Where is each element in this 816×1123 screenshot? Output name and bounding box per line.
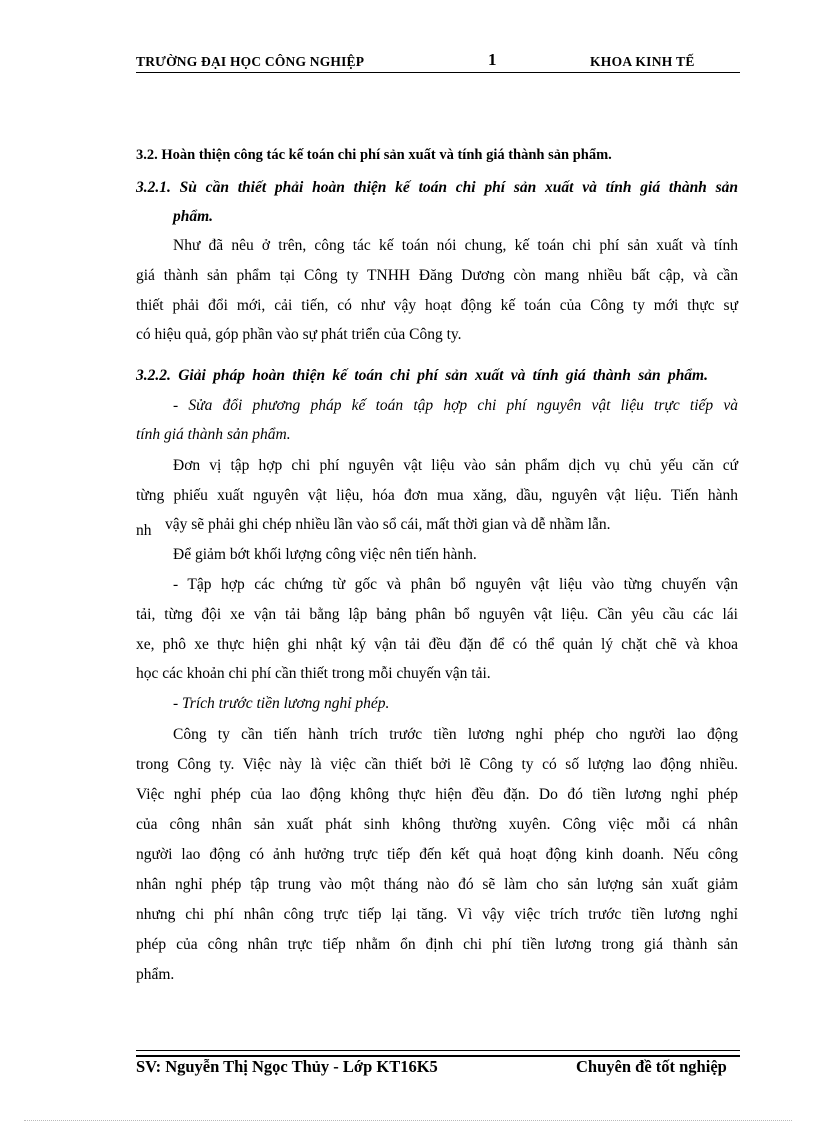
school-name: TRƯỜNG ĐẠI HỌC CÔNG NGHIỆP — [136, 54, 365, 69]
paragraph-line: tải, từng đội xe vận tải bằng lập bảng phân bổ nguyên vật liệu. Cần yêu cầu các lái — [136, 606, 738, 623]
paragraph-line: nhân nghỉ phép tập trung vào một tháng nào đó sẽ làm cho sản lượng sản xuất giảm — [136, 876, 738, 893]
paragraph-line: người lao động có ảnh hưởng trực tiếp đến kết quả hoạt động kinh doanh. Nếu công — [136, 846, 738, 863]
page-number: 1 — [488, 50, 497, 69]
paragraph-line: từng phiếu xuất nguyên vật liệu, hóa đơn mua xăng, dầu, nguyên vật liệu. Tiến hành — [136, 487, 738, 504]
subsection-heading-1-cont: phẩm. — [173, 208, 214, 225]
paragraph-line: giá thành sản phẩm tại Công ty TNHH Đăng Dương còn mang nhiều bất cập, và cần — [136, 267, 738, 284]
paragraph-line: vậy sẽ phải ghi chép nhiều lần vào sổ cái, mất thời gian và dễ nhầm lẫn. — [165, 516, 611, 533]
subsection-heading-1: 3.2.1. Sù cần thiết phải hoàn thiện kế toán chi phí sản xuất và tính giá thành sản — [136, 179, 738, 196]
paragraph-line: Công ty cần tiến hành trích trước tiền lương nghỉ phép cho người lao động — [173, 726, 738, 743]
footer-rule — [136, 1050, 740, 1057]
paragraph-line: trong Công ty. Việc này là việc cần thiết bởi lẽ Công ty có số lượng lao động nhiều. — [136, 756, 738, 773]
paragraph-line: Để giảm bớt khối lượng công việc nên tiến hành. — [173, 546, 477, 563]
paragraph-line: phép của công nhân trực tiếp nhằm ổn định chi phí tiền lương trong giá thành sản — [136, 936, 738, 953]
subsection-heading-2: 3.2.2. Giải pháp hoàn thiện kế toán chi phí sản xuất và tính giá thành sản phẩm. — [136, 367, 708, 384]
list-item-heading: - Sửa đổi phương pháp kế toán tập hợp chi phí nguyên vật liệu trực tiếp và — [173, 397, 738, 414]
list-item-heading-cont: tính giá thành sản phẩm. — [136, 426, 291, 443]
footer-doc-type: Chuyên đề tốt nghiệp — [576, 1057, 727, 1076]
paragraph-line: phẩm. — [136, 966, 175, 983]
paragraph-line: Đơn vị tập hợp chi phí nguyên vật liệu vào sản phẩm dịch vụ chủ yếu căn cứ — [173, 457, 738, 474]
paragraph-line: nhưng chi phí nhân công trực tiếp lại tăng. Vì vậy việc trích trước tiền lương nghỉ — [136, 906, 738, 923]
paragraph-line: Việc nghỉ phép của lao động không thực hiện đều đặn. Do đó tiền lương nghỉ phép — [136, 786, 738, 803]
paragraph-line: thiết phải đổi mới, cải tiến, có như vậy hoạt động kế toán của Công ty mới thực sự — [136, 297, 738, 314]
paragraph-line: có hiệu quả, góp phần vào sự phát triển của Công ty. — [136, 326, 462, 343]
footer-student: SV: Nguyễn Thị Ngọc Thủy - Lớp KT16K5 — [136, 1057, 438, 1076]
list-item-heading: - Trích trước tiền lương nghỉ phép. — [173, 695, 390, 712]
paragraph-line: xe, phô xe thực hiện ghi nhật ký vận tải đều đặn để có thể quản lý chặt chẽ và khoa — [136, 636, 738, 653]
paragraph-fragment: nh — [136, 522, 152, 539]
paragraph-line: Như đã nêu ở trên, công tác kế toán nói chung, kế toán chi phí sản xuất và tính — [173, 237, 738, 254]
paragraph-line: học các khoản chi phí cần thiết trong mỗi chuyến vận tải. — [136, 665, 491, 682]
section-heading: 3.2. Hoàn thiện công tác kế toán chi phí sản xuất và tính giá thành sản phẩm. — [136, 147, 612, 163]
faculty-name: KHOA KINH TẾ — [590, 54, 695, 69]
page-edge-divider — [24, 1120, 792, 1121]
paragraph-line: - Tập hợp các chứng từ gốc và phân bổ nguyên vật liệu vào từng chuyến vận — [173, 576, 738, 593]
paragraph-line: của công nhân sản xuất phát sinh không thường xuyên. Công việc mỗi cá nhân — [136, 816, 738, 833]
page-header — [136, 50, 740, 73]
